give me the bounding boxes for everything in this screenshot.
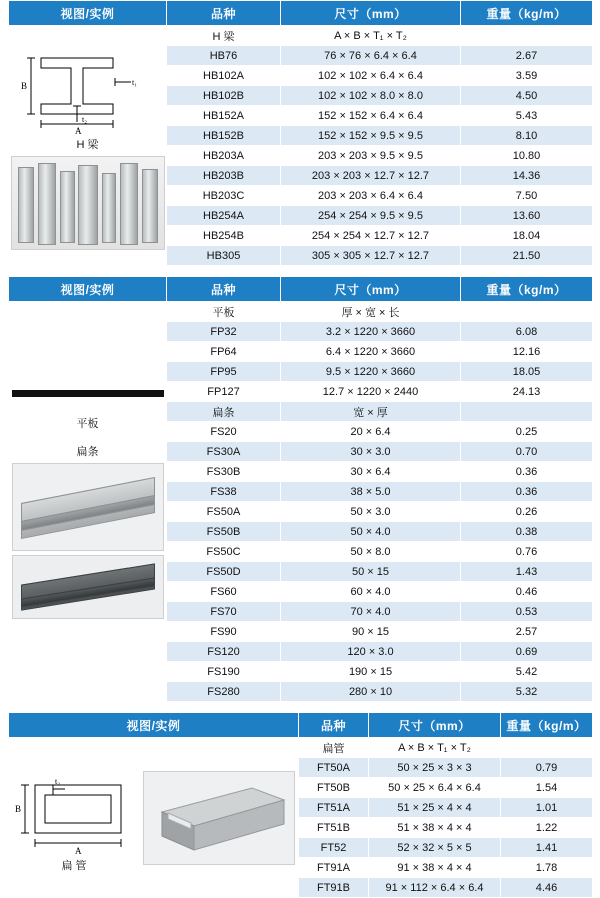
view-cell-flat-plate-bar (9, 302, 167, 702)
cell-weight: 0.25 (461, 422, 593, 442)
spec-table-h-beam (8, 0, 593, 266)
cell-size: 102 × 102 × 8.0 × 8.0 (281, 86, 461, 106)
cell-size: 厚 × 宽 × 长 (281, 302, 461, 322)
cell-size: 9.5 × 1220 × 3660 (281, 362, 461, 382)
table-row (9, 738, 593, 758)
col-header-weight: 重量（kg/m） (501, 713, 593, 738)
table-row (9, 26, 593, 46)
cell-weight (501, 738, 593, 758)
flat-plate-drawing (11, 390, 164, 619)
cell-variety: HB102B (167, 86, 281, 106)
cell-size: 38 × 5.0 (281, 482, 461, 502)
cell-size: 190 × 15 (281, 662, 461, 682)
cell-variety: FS280 (167, 682, 281, 702)
cell-variety: H 梁 (167, 26, 281, 46)
flat-bar-light-photo (12, 463, 164, 551)
cell-weight: 8.10 (461, 126, 593, 146)
cell-weight: 3.59 (461, 66, 593, 86)
cell-size: 宽 × 厚 (281, 402, 461, 422)
flat-tube-photo-svg (144, 772, 294, 864)
cell-size: 305 × 305 × 12.7 × 12.7 (281, 246, 461, 266)
cell-variety: FS38 (167, 482, 281, 502)
label-T2: t₂ (82, 114, 88, 124)
cell-size: 50 × 15 (281, 562, 461, 582)
cell-weight: 1.43 (461, 562, 593, 582)
table-row (9, 302, 593, 322)
col-header-weight: 重量（kg/m） (461, 1, 593, 26)
flat-plate-edge-view (12, 390, 164, 397)
cell-variety: FS50C (167, 542, 281, 562)
cell-size: A × B × T₁ × T₂ (369, 738, 501, 758)
cell-size: 120 × 3.0 (281, 642, 461, 662)
col-header-size: 尺寸（mm） (281, 1, 461, 26)
cell-size: 3.2 × 1220 × 3660 (281, 322, 461, 342)
cell-weight: 0.26 (461, 502, 593, 522)
spec-table-flat-plate-bar (8, 276, 593, 702)
flat-tube-photo (143, 771, 295, 865)
cell-size: 50 × 4.0 (281, 522, 461, 542)
cell-weight: 0.76 (461, 542, 593, 562)
cell-variety: 平板 (167, 302, 281, 322)
cell-variety: HB254A (167, 206, 281, 226)
cell-weight: 1.41 (501, 838, 593, 858)
cell-weight: 2.67 (461, 46, 593, 66)
cell-variety: FS30B (167, 462, 281, 482)
cell-weight: 4.46 (501, 878, 593, 898)
cell-weight: 0.38 (461, 522, 593, 542)
label-A: A (75, 125, 82, 134)
cell-weight: 0.69 (461, 642, 593, 662)
cell-variety: 扁条 (167, 402, 281, 422)
cell-size: 76 × 76 × 6.4 × 6.4 (281, 46, 461, 66)
cell-size: 30 × 3.0 (281, 442, 461, 462)
cell-size: 6.4 × 1220 × 3660 (281, 342, 461, 362)
cell-variety: FS190 (167, 662, 281, 682)
flat-bar-caption: 扁条 (76, 446, 99, 458)
cell-weight: 0.53 (461, 602, 593, 622)
cell-size: 203 × 203 × 9.5 × 9.5 (281, 146, 461, 166)
cell-variety: HB254B (167, 226, 281, 246)
table-block-flat-plate-bar (8, 276, 592, 702)
cell-size: 50 × 25 × 6.4 × 6.4 (369, 778, 501, 798)
flat-tube-drawing (9, 763, 139, 873)
cell-variety: FT51B (299, 818, 369, 838)
cell-variety: FT91B (299, 878, 369, 898)
cell-size: 50 × 3.0 (281, 502, 461, 522)
cell-weight: 1.22 (501, 818, 593, 838)
cell-variety: FS30A (167, 442, 281, 462)
cell-weight: 0.79 (501, 758, 593, 778)
label-B: B (15, 803, 22, 814)
cell-weight: 2.57 (461, 622, 593, 642)
cell-variety: HB203A (167, 146, 281, 166)
cell-weight (461, 402, 593, 422)
cell-variety: FS90 (167, 622, 281, 642)
cell-variety: FS50B (167, 522, 281, 542)
cell-variety: FS50D (167, 562, 281, 582)
cell-size: 152 × 152 × 6.4 × 6.4 (281, 106, 461, 126)
col-header-view: 视图/实例 (9, 1, 167, 26)
spec-table-flat-tube (8, 712, 593, 898)
cell-size: A × B × T₁ × T₂ (281, 26, 461, 46)
col-header-weight: 重量（kg/m） (461, 277, 593, 302)
cell-weight: 13.60 (461, 206, 593, 226)
cell-variety: FT51A (299, 798, 369, 818)
cell-variety: HB152A (167, 106, 281, 126)
cell-variety: HB102A (167, 66, 281, 86)
cell-weight: 18.04 (461, 226, 593, 246)
cell-weight: 1.54 (501, 778, 593, 798)
cell-size: 60 × 4.0 (281, 582, 461, 602)
cell-size: 91 × 38 × 4 × 4 (369, 858, 501, 878)
cell-variety: FP64 (167, 342, 281, 362)
cell-weight: 0.46 (461, 582, 593, 602)
cell-size: 254 × 254 × 12.7 × 12.7 (281, 226, 461, 246)
label-A: A (75, 845, 82, 855)
cell-variety: FP32 (167, 322, 281, 342)
cell-weight: 0.36 (461, 482, 593, 502)
label-T2: t₂ (55, 776, 61, 786)
cell-variety: HB203C (167, 186, 281, 206)
cell-weight: 1.01 (501, 798, 593, 818)
cell-weight: 21.50 (461, 246, 593, 266)
cell-variety: FS20 (167, 422, 281, 442)
table-block-h-beam (8, 0, 592, 266)
cell-size: 102 × 102 × 6.4 × 6.4 (281, 66, 461, 86)
h-beam-svg (11, 42, 171, 134)
table-block-flat-tube (8, 712, 592, 898)
cell-weight: 0.70 (461, 442, 593, 462)
cell-weight: 4.50 (461, 86, 593, 106)
cell-size: 50 × 8.0 (281, 542, 461, 562)
cell-variety: FS60 (167, 582, 281, 602)
label-B: B (21, 80, 28, 91)
h-beam-extrusion-photo (11, 156, 165, 250)
cell-variety: FT52 (299, 838, 369, 858)
cell-size: 51 × 38 × 4 × 4 (369, 818, 501, 838)
flat-tube-caption: 扁 管 (61, 859, 87, 872)
table-header-row (9, 713, 593, 738)
cell-weight: 10.80 (461, 146, 593, 166)
cell-variety: FS50A (167, 502, 281, 522)
h-beam-section-diagram (11, 42, 171, 134)
col-header-view: 视图/实例 (9, 277, 167, 302)
col-header-variety: 品种 (299, 713, 369, 738)
cell-variety: FP127 (167, 382, 281, 402)
cell-size: 152 × 152 × 9.5 × 9.5 (281, 126, 461, 146)
flat-tube-svg (9, 763, 139, 855)
col-header-variety: 品种 (167, 1, 281, 26)
cell-size: 20 × 6.4 (281, 422, 461, 442)
h-beam-drawing (11, 42, 164, 250)
cell-weight: 1.78 (501, 858, 593, 878)
cell-variety: FS70 (167, 602, 281, 622)
cell-size: 51 × 25 × 4 × 4 (369, 798, 501, 818)
cell-variety: FT50A (299, 758, 369, 778)
cell-size: 50 × 25 × 3 × 3 (369, 758, 501, 778)
cell-weight: 5.43 (461, 106, 593, 126)
cell-weight: 12.16 (461, 342, 593, 362)
flat-tube-view-row (9, 763, 298, 873)
flat-bar-dark-photo (12, 555, 164, 619)
col-header-size: 尺寸（mm） (369, 713, 501, 738)
label-T1: t₁ (132, 77, 138, 87)
flat-plate-caption: 平板 (76, 418, 99, 430)
cell-size: 52 × 32 × 5 × 5 (369, 838, 501, 858)
cell-weight: 5.42 (461, 662, 593, 682)
h-beam-caption: H 梁 (76, 138, 99, 151)
cell-weight: 18.05 (461, 362, 593, 382)
cell-size: 203 × 203 × 6.4 × 6.4 (281, 186, 461, 206)
cell-variety: FS120 (167, 642, 281, 662)
cell-weight (461, 302, 593, 322)
cell-variety: HB203B (167, 166, 281, 186)
cell-size: 70 × 4.0 (281, 602, 461, 622)
cell-weight: 7.50 (461, 186, 593, 206)
cell-weight: 14.36 (461, 166, 593, 186)
view-cell-flat-tube (9, 738, 299, 898)
cell-size: 90 × 15 (281, 622, 461, 642)
table-header-row (9, 277, 593, 302)
cell-weight: 6.08 (461, 322, 593, 342)
cell-variety: FP95 (167, 362, 281, 382)
table-header-row (9, 1, 593, 26)
cell-variety: 扁管 (299, 738, 369, 758)
cell-weight: 0.36 (461, 462, 593, 482)
cell-weight: 24.13 (461, 382, 593, 402)
cell-weight: 5.32 (461, 682, 593, 702)
cell-size: 12.7 × 1220 × 2440 (281, 382, 461, 402)
cell-variety: HB152B (167, 126, 281, 146)
cell-size: 91 × 112 × 6.4 × 6.4 (369, 878, 501, 898)
cell-variety: HB76 (167, 46, 281, 66)
cell-size: 30 × 6.4 (281, 462, 461, 482)
cell-variety: FT50B (299, 778, 369, 798)
view-cell-h-beam (9, 26, 167, 266)
cell-variety: FT91A (299, 858, 369, 878)
col-header-size: 尺寸（mm） (281, 277, 461, 302)
cell-size: 254 × 254 × 9.5 × 9.5 (281, 206, 461, 226)
cell-size: 203 × 203 × 12.7 × 12.7 (281, 166, 461, 186)
col-header-variety: 品种 (167, 277, 281, 302)
cell-variety: HB305 (167, 246, 281, 266)
cell-size: 280 × 10 (281, 682, 461, 702)
col-header-view: 视图/实例 (9, 713, 299, 738)
cell-weight (461, 26, 593, 46)
flat-tube-section-diagram (9, 763, 139, 855)
